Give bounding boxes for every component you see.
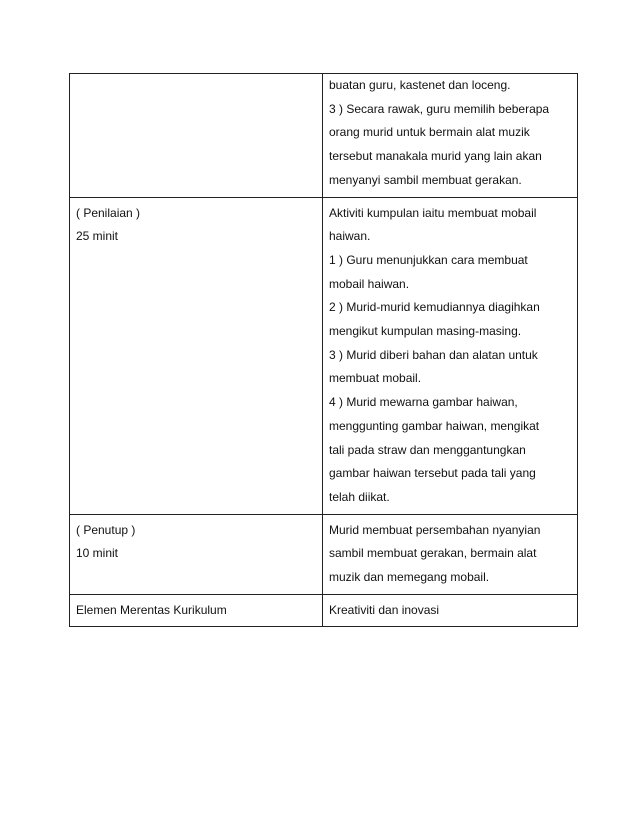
activity-line: 4 ) Murid mewarna gambar haiwan, xyxy=(329,395,518,410)
activity-line: 1 ) Guru menunjukkan cara membuat xyxy=(329,252,528,267)
activity-line: muzik dan memegang mobail. xyxy=(329,570,490,585)
stage-duration: 25 minit xyxy=(76,229,119,244)
activity-line: Kreativiti dan inovasi xyxy=(329,602,440,617)
activity-line: mengikut kumpulan masing-masing. xyxy=(329,324,522,339)
activity-line: tali pada straw dan menggantungkan xyxy=(329,442,526,457)
stage-cell xyxy=(70,594,323,627)
table-row xyxy=(70,74,578,198)
activity-line: mobail haiwan. xyxy=(329,276,410,291)
stage-title: Elemen Merentas Kurikulum xyxy=(76,602,227,617)
stage-cell xyxy=(70,514,323,594)
activity-line: Aktiviti kumpulan iaitu membuat mobail xyxy=(329,205,537,220)
activity-line: 3 ) Secara rawak, guru memilih beberapa xyxy=(329,101,550,116)
activity-line: 3 ) Murid diberi bahan dan alatan untuk xyxy=(329,347,538,362)
stage-title: ( Penutup ) xyxy=(76,522,136,537)
activity-line: haiwan. xyxy=(329,229,371,244)
activity-line: menyanyi sambil membuat gerakan. xyxy=(329,172,522,187)
table-row xyxy=(70,594,578,627)
activity-line: orang murid untuk bermain alat muzik xyxy=(329,125,530,140)
table-row xyxy=(70,197,578,514)
stage-duration: 10 minit xyxy=(76,546,119,561)
activity-cell xyxy=(323,74,578,198)
stage-cell xyxy=(70,197,323,514)
activity-line: 2 ) Murid-murid kemudiannya diagihkan xyxy=(329,300,540,315)
activity-cell xyxy=(323,197,578,514)
activity-line: telah diikat. xyxy=(329,489,390,504)
activity-cell xyxy=(323,594,578,627)
stage-cell xyxy=(70,74,323,198)
activity-line: membuat mobail. xyxy=(329,371,422,386)
activity-line: tersebut manakala murid yang lain akan xyxy=(329,149,542,164)
activity-line: menggunting gambar haiwan, mengikat xyxy=(329,418,540,433)
stage-title: ( Penilaian ) xyxy=(76,205,141,220)
lesson-plan-table xyxy=(69,73,578,627)
activity-line: gambar haiwan tersebut pada tali yang xyxy=(329,466,536,481)
activity-cell xyxy=(323,514,578,594)
activity-line: Murid membuat persembahan nyanyian xyxy=(329,522,541,537)
activity-line: buatan guru, kastenet dan loceng. xyxy=(329,78,511,92)
table-row xyxy=(70,514,578,594)
activity-line: sambil membuat gerakan, bermain alat xyxy=(329,546,537,561)
